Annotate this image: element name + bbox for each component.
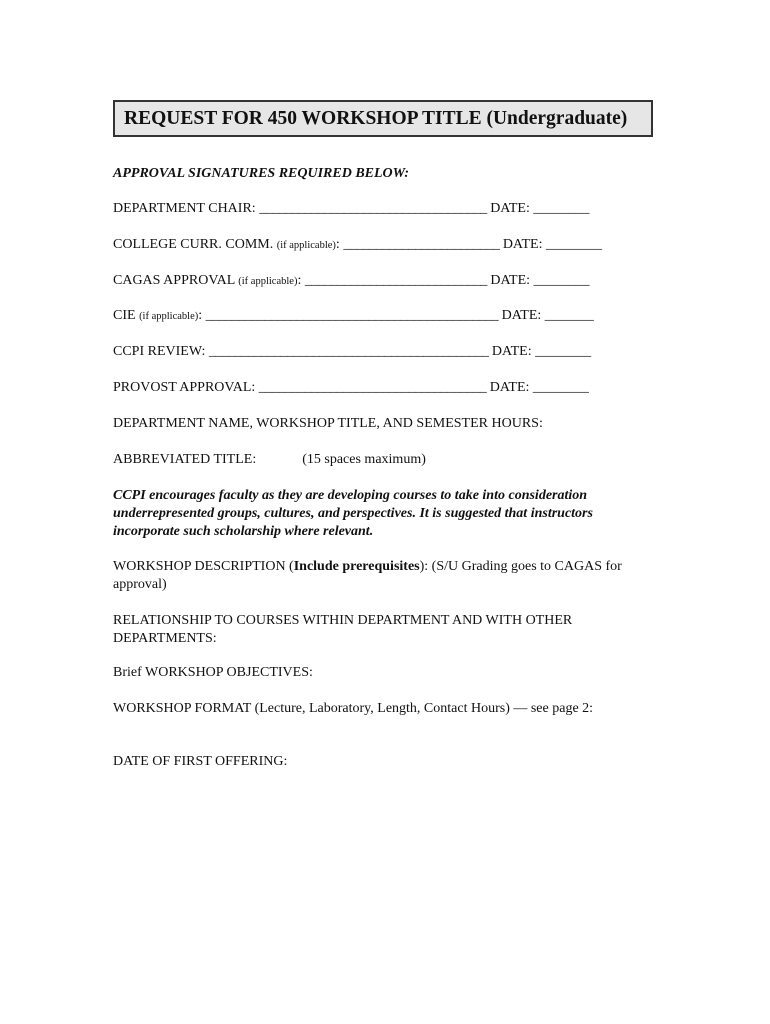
signature-colon: : bbox=[335, 237, 344, 252]
signature-colon: : bbox=[198, 308, 206, 323]
signature-date[interactable]: DATE: ________ bbox=[486, 201, 590, 216]
signature-row-department-chair bbox=[113, 201, 589, 217]
first-offering-field: DATE OF FIRST OFFERING: bbox=[113, 754, 288, 769]
workshop-format-field: WORKSHOP FORMAT (Lecture, Laboratory, Length, Contact Hours) — see page 2: bbox=[113, 701, 594, 716]
signature-label: DEPARTMENT CHAIR: bbox=[113, 201, 260, 216]
signature-row-ccpi-review bbox=[113, 344, 591, 360]
signature-date[interactable]: DATE: ________ bbox=[499, 237, 602, 252]
workshop-description-field bbox=[113, 558, 648, 594]
signature-label: CCPI REVIEW: bbox=[113, 344, 209, 359]
relationship-field: RELATIONSHIP TO COURSES WITHIN DEPARTMENT AND WITH OTHER DEPARTMENTS: bbox=[113, 613, 573, 646]
description-bold: Include prerequisites bbox=[293, 559, 420, 574]
abbreviated-title-field bbox=[113, 452, 426, 468]
signature-date[interactable]: DATE: _______ bbox=[498, 308, 594, 323]
department-workshop-hours-field: DEPARTMENT NAME, WORKSHOP TITLE, AND SEMESTER HOURS: bbox=[113, 416, 543, 431]
signature-row-cie bbox=[113, 308, 594, 324]
signature-row-college-curr-comm bbox=[113, 237, 602, 253]
signature-row-cagas-approval bbox=[113, 273, 590, 289]
signature-label: CAGAS APPROVAL bbox=[113, 273, 239, 288]
signature-note: (if applicable) bbox=[139, 311, 199, 322]
signature-label: CIE bbox=[113, 308, 140, 323]
signature-line[interactable]: ________________________ bbox=[343, 237, 500, 252]
abbreviated-title-label: ABBREVIATED TITLE: bbox=[113, 452, 257, 467]
signature-line[interactable]: _____________________________________________ bbox=[205, 308, 499, 323]
signature-colon: : bbox=[297, 273, 305, 288]
signature-line[interactable]: ___________________________________ bbox=[259, 201, 487, 216]
form-title: REQUEST FOR 450 WORKSHOP TITLE (Undergraduate) bbox=[113, 100, 653, 137]
signature-note: (if applicable) bbox=[238, 276, 298, 287]
signature-row-provost-approval bbox=[113, 380, 589, 396]
description-rest: ): (S/U Grading goes to CAGAS for approval) bbox=[113, 559, 622, 592]
signature-label: COLLEGE CURR. COMM. bbox=[113, 237, 277, 252]
signature-line[interactable]: ____________________________ bbox=[304, 273, 487, 288]
signature-date[interactable]: DATE: ________ bbox=[486, 273, 590, 288]
signature-label: PROVOST APPROVAL: bbox=[113, 380, 259, 395]
signature-note: (if applicable) bbox=[276, 240, 336, 251]
signature-date[interactable]: DATE: ________ bbox=[488, 344, 592, 359]
approval-heading: APPROVAL SIGNATURES REQUIRED BELOW: bbox=[113, 166, 410, 181]
ccpi-note: CCPI encourages faculty as they are developing courses to take into consideration underrepresented groups, cultures, and perspectives. It is suggested that instructors incorporate such scholarship where relevant. bbox=[113, 488, 593, 539]
signature-date[interactable]: DATE: ________ bbox=[486, 380, 589, 395]
objectives-field: Brief WORKSHOP OBJECTIVES: bbox=[113, 665, 313, 680]
description-label: WORKSHOP DESCRIPTION ( bbox=[113, 559, 294, 574]
signature-line[interactable]: ___________________________________________ bbox=[208, 344, 489, 359]
signature-line[interactable]: ___________________________________ bbox=[258, 380, 487, 395]
abbreviated-title-hint: (15 spaces maximum) bbox=[302, 452, 426, 467]
